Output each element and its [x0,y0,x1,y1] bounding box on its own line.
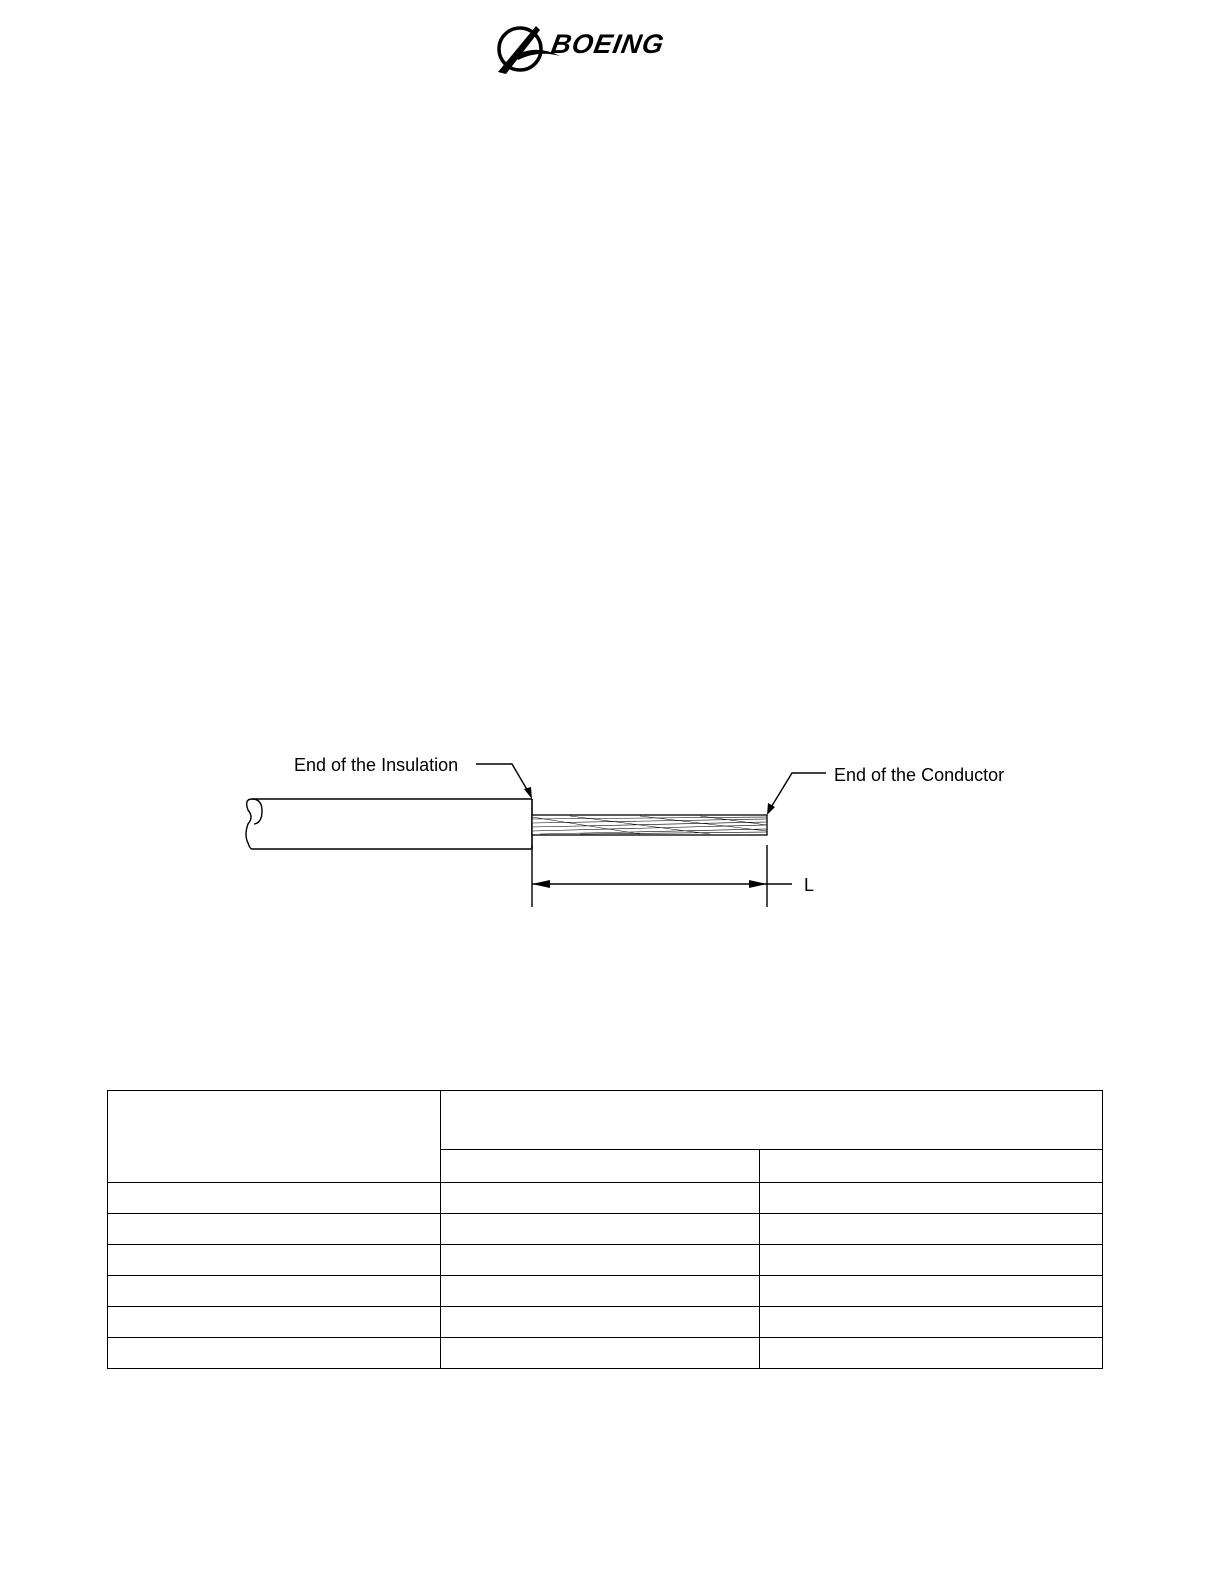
table-cell [108,1338,441,1369]
table-cell [441,1245,760,1276]
table-cell [108,1245,441,1276]
insulation-label: End of the Insulation [294,755,459,775]
table-cell [760,1214,1103,1245]
table-cell [441,1214,760,1245]
table-row [108,1276,1103,1307]
table-cell [760,1245,1103,1276]
conductor-label: End of the Conductor [834,765,1005,785]
header-cell-left [108,1091,441,1183]
wire-conductor [532,815,767,835]
table-cell [441,1183,760,1214]
conductor-arrowhead [767,803,775,815]
insulation-arrowhead [524,787,532,799]
logo-wordmark: BOEING [549,28,667,59]
table-row [108,1338,1103,1369]
table-row [108,1245,1103,1276]
table-row [108,1214,1103,1245]
dimension-label: L [804,875,815,895]
table-cell [108,1214,441,1245]
table-cell [760,1276,1103,1307]
table-cell [441,1276,760,1307]
table-row [108,1307,1103,1338]
table-cell [760,1183,1103,1214]
insulation-leader [476,764,529,793]
table-cell [441,1338,760,1369]
table-header-row [108,1091,1103,1150]
wire-strip-diagram [240,745,1020,920]
strip-length-table [107,1090,1103,1369]
subheader-cell [760,1150,1103,1183]
wire-insulation [246,799,532,849]
table-cell [108,1183,441,1214]
header-cell-right [441,1091,1103,1150]
table-cell [108,1276,441,1307]
boeing-logo [496,20,728,78]
table-cell [760,1307,1103,1338]
table-cell [441,1307,760,1338]
conductor-leader [770,773,826,809]
table-cell [760,1338,1103,1369]
table-cell [108,1307,441,1338]
subheader-cell [441,1150,760,1183]
table-row [108,1183,1103,1214]
dimension-l [532,845,792,907]
